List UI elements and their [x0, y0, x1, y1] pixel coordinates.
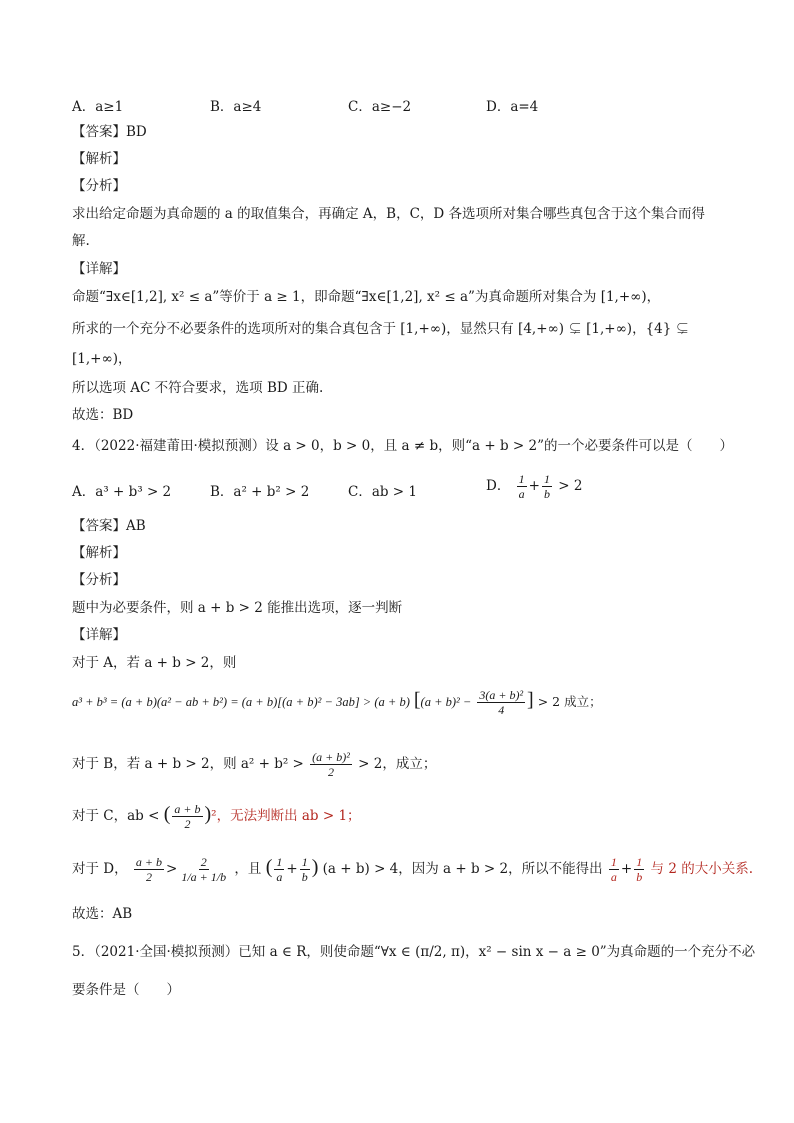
fenxi-text: 题中为必要条件，则 a + b > 2 能推出选项，逐一判断 [72, 600, 403, 616]
q5-stem: 5．（2021·全国·模拟预测）已知 a ∈ R，则使命题“∀x ∈ (π/2, π)，x² − sin x − a ≥ 0”为真命题的一个充分不必 [72, 944, 756, 960]
detail-b-num: (a + b)² [312, 750, 350, 764]
fenxi-tag: 【分析】 [72, 178, 126, 194]
eq-a-num: 3(a + b)² [479, 688, 524, 702]
q4-option-c: C．ab > 1 [348, 484, 418, 500]
detail-b-fraction [310, 750, 352, 779]
detail-line-2: 所求的一个充分不必要条件的选项所对的集合真包含于 [1,+∞)，显然只有 [4,+∞) ⊊ [1,+∞)，{4} ⊊ [72, 321, 690, 337]
detail-c-pre: 对于 C，ab < [72, 808, 160, 824]
q4-option-d-tail: > 2 [558, 478, 583, 494]
analysis-tag: 【解析】 [72, 151, 126, 167]
q3-option-a: A．a≥1 [72, 99, 124, 115]
detail-d-tail: 与 2 的大小关系. [650, 861, 753, 877]
answer-tag: 【答案】 [72, 124, 126, 140]
q4-option-d: D． $\frac{1}{a}$ + $\frac{1}{b}$ > 2 [486, 472, 583, 501]
fraction-ab-over-2: $\frac{a + b}{2}$ [135, 855, 163, 884]
detail-tag: 【详解】 [72, 627, 126, 643]
detail-line-4: 所以选项 AC 不符合要求，选项 BD 正确. [72, 380, 324, 396]
detail-b-tail: > 2，成立； [358, 756, 437, 772]
answer-value: BD [126, 124, 147, 140]
q4-answer-line [72, 516, 146, 536]
detail-d-mid: ，且 [234, 861, 262, 877]
fenxi-tag: 【分析】 [72, 572, 126, 588]
fraction-1-over-a: $\frac{1}{a}$ [610, 855, 617, 884]
eq-a-bracket: (a + b)² − [420, 695, 472, 709]
detail-c-den: 2 [184, 817, 191, 831]
detail-d-pre: 对于 D， [72, 861, 128, 877]
detail-c-tail: ²，无法判断出 ab > 1； [211, 808, 361, 824]
detail-a: 对于 A，若 a + b > 2，则 [72, 655, 237, 671]
q4-option-a: A．a³ + b³ > 2 [72, 484, 172, 500]
q3-answer-line [72, 122, 147, 142]
detail-b-den: 2 [328, 765, 335, 779]
fraction-1-over-b: $\frac{1}{b}$ [636, 855, 643, 884]
detail-tag: 【详解】 [72, 261, 126, 277]
q3-option-c: C．a≥−2 [348, 99, 412, 115]
detail-d-mid2: (a + b) > 4，因为 a + b > 2，所以不能得出 [322, 861, 603, 877]
fraction-1-over-b: $\frac{1}{b}$ [543, 472, 550, 501]
equation-a: a³ + b³ = (a + b)(a² − ab + b²) = (a + b)[(a + b)² − 3ab] > (a + b) [(a + b)² − $\frac{\text{3(a + b)²}}{4}$ ] > 2 成立； [72, 688, 602, 717]
detail-c-fraction [172, 802, 202, 831]
choose-line: 故选：AB [72, 906, 133, 922]
eq-a-den: 4 [498, 703, 505, 717]
q5-stem-cont: 要条件是（ ） [72, 982, 180, 998]
q4-option-b: B．a² + b² > 2 [210, 484, 310, 500]
q3-option-d: D．a=4 [486, 99, 539, 115]
analysis-tag: 【解析】 [72, 545, 126, 561]
answer-value: AB [126, 518, 146, 534]
q3-option-b: B．a≥4 [210, 99, 262, 115]
detail-b-pre: 对于 B，若 a + b > 2，则 a² + b² > [72, 756, 304, 772]
fraction-2-over-sum: $\frac{2}{1/a + 1/b}$ [181, 855, 227, 884]
eq-a-tail: > 2 成立； [537, 694, 602, 709]
detail-line-1: 命题“∃x∈[1,2], x² ≤ a”等价于 a ≥ 1，即命题“∃x∈[1,2], x² ≤ a”为真命题所对集合为 [1,+∞)， [72, 289, 661, 305]
choose-line: 故选：BD [72, 407, 134, 423]
fraction-1-over-b: $\frac{1}{b}$ [301, 855, 308, 884]
detail-b [72, 750, 436, 779]
fenxi-text: 求出给定命题为真命题的 a 的取值集合，再确定 A，B，C，D 各选项所对集合哪些真包含于这个集合而得 [72, 206, 706, 222]
detail-c-num: a + b [174, 802, 201, 816]
eq-a-main: a³ + b³ = (a + b)(a² − ab + b²) = (a + b)[(a + b)² − 3ab] > (a + b) [72, 695, 410, 709]
fraction-1-over-a: $\frac{1}{a}$ [518, 472, 525, 501]
detail-d: 对于 D， $\frac{a + b}{2}$ > $\frac{2}{1/a + 1/b}$ ，且 ( $\frac{1}{a}$ + $\frac{1}{b}$ ) (a + b) > 4，因为 a + b > 2，所以不能得出 $\frac{1}{a}$ + $\frac{1}{b}$ 与 2 的大小关系. [72, 855, 753, 884]
eq-a-fraction [477, 688, 525, 717]
fraction-1-over-a: $\frac{1}{a}$ [276, 855, 283, 884]
q4-stem: 4．（2022·福建莆田·模拟预测）设 a > 0，b > 0，且 a ≠ b，则“a + b > 2”的一个必要条件可以是（ ） [72, 438, 733, 454]
fenxi-text-cont: 解. [72, 233, 90, 249]
detail-line-3: [1,+∞)， [72, 351, 132, 367]
detail-c: 对于 C，ab < ( $\frac{a + b}{2}$ )²，无法判断出 ab > 1； [72, 802, 361, 831]
q4-option-d-label: D． [486, 478, 511, 494]
answer-tag: 【答案】 [72, 518, 126, 534]
